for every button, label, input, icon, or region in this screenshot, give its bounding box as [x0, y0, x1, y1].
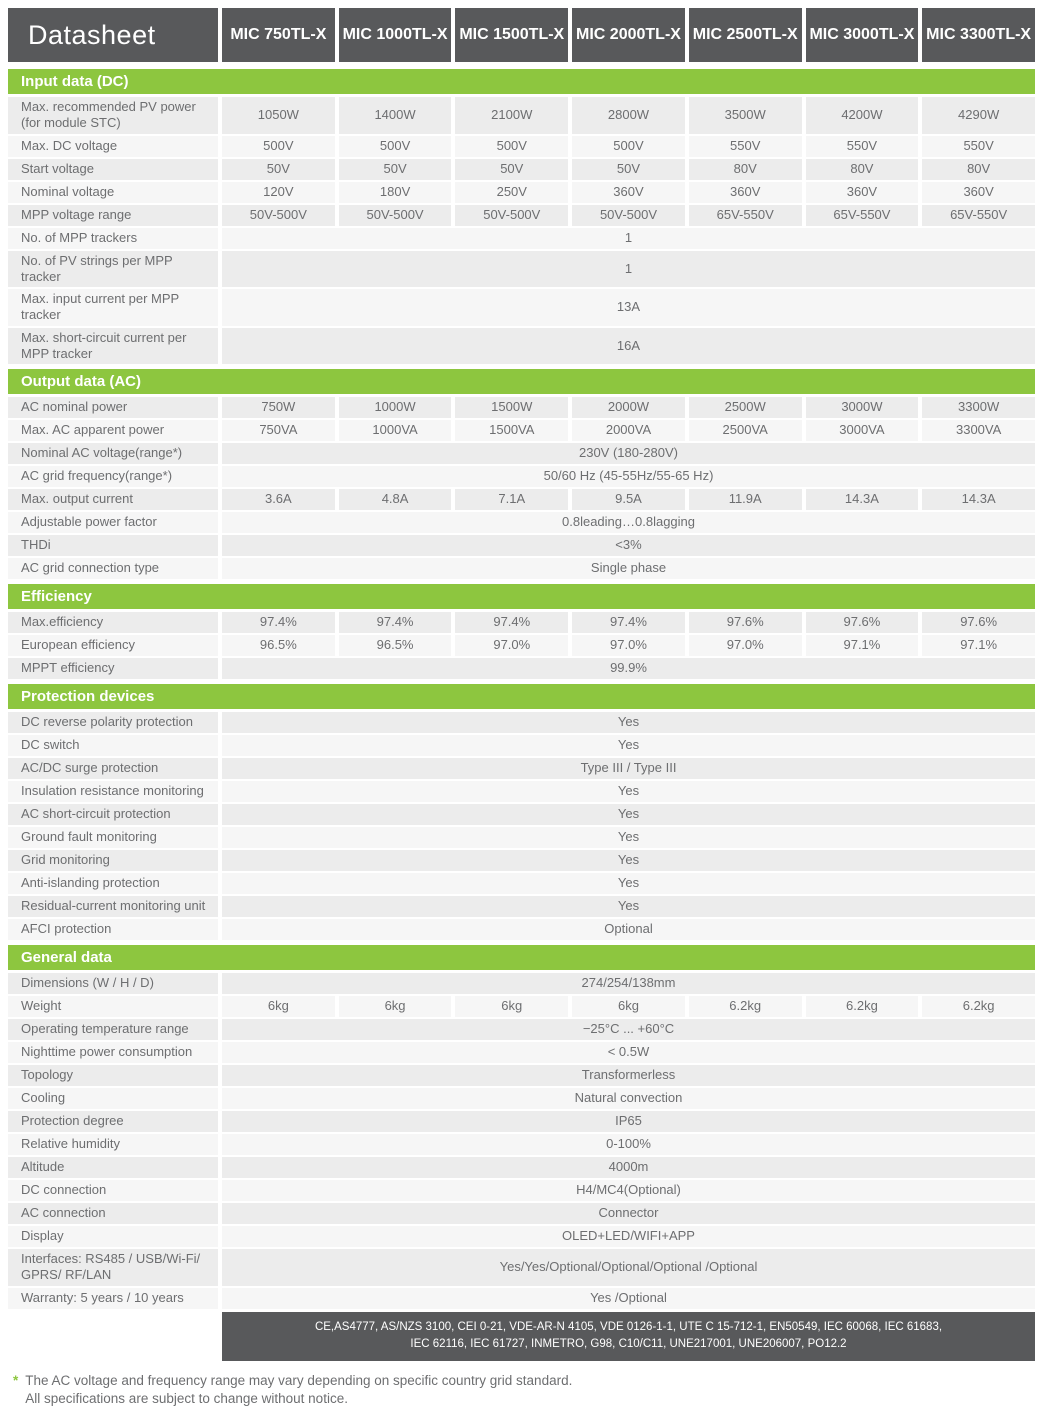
spec-value-merged: Yes — [222, 712, 1035, 733]
row-label: Adjustable power factor — [8, 512, 218, 533]
table-row — [8, 850, 1035, 871]
row-label: Topology — [8, 1065, 218, 1086]
spec-value-merged: < 0.5W — [222, 1042, 1035, 1063]
row-label: Warranty: 5 years / 10 years — [8, 1288, 218, 1309]
row-label: Display — [8, 1226, 218, 1247]
table-row — [8, 1019, 1035, 1040]
section-header: Efficiency — [8, 584, 1035, 609]
table-row — [8, 1203, 1035, 1224]
table-row — [8, 758, 1035, 779]
spec-value: 2000W — [572, 397, 685, 418]
spec-value: 11.9A — [689, 489, 802, 510]
spec-value: 6.2kg — [806, 996, 919, 1017]
spec-value: 6kg — [222, 996, 335, 1017]
spec-value: 50V-500V — [572, 205, 685, 226]
spec-value-merged: Yes /Optional — [222, 1288, 1035, 1309]
table-row — [8, 1157, 1035, 1178]
spec-value: 80V — [689, 159, 802, 180]
row-label: Interfaces: RS485 / USB/Wi-Fi/ GPRS/ RF/LAN — [8, 1249, 218, 1286]
row-label: Start voltage — [8, 159, 218, 180]
spec-value: 2800W — [572, 97, 685, 134]
row-label: Max. input current per MPP tracker — [8, 289, 218, 326]
spec-value: 2100W — [455, 97, 568, 134]
spec-value: 97.4% — [222, 612, 335, 633]
table-row — [8, 919, 1035, 940]
spec-value: 97.0% — [689, 635, 802, 656]
spec-value: 2500W — [689, 397, 802, 418]
table-row — [8, 973, 1035, 994]
certifications-spacer — [8, 1312, 218, 1362]
spec-value: 50V-500V — [222, 205, 335, 226]
footnote-line-1: The AC voltage and frequency range may vary depending on specific country grid standard. — [25, 1373, 573, 1389]
spec-value-merged: 1 — [222, 251, 1035, 288]
spec-value: 360V — [572, 182, 685, 203]
spec-value: 96.5% — [222, 635, 335, 656]
spec-value: 65V-550V — [806, 205, 919, 226]
row-label: Max. output current — [8, 489, 218, 510]
spec-value: 50V — [455, 159, 568, 180]
spec-value: 3000VA — [806, 420, 919, 441]
spec-value: 250V — [455, 182, 568, 203]
spec-value: 97.4% — [339, 612, 452, 633]
table-row — [8, 1042, 1035, 1063]
spec-value: 65V-550V — [689, 205, 802, 226]
table-row — [8, 397, 1035, 418]
row-label: Nominal voltage — [8, 182, 218, 203]
model-column-header-7: MIC 3300TL-X — [922, 8, 1035, 62]
section-header: Protection devices — [8, 684, 1035, 709]
model-column-header-3: MIC 1500TL-X — [455, 8, 568, 62]
spec-value: 7.1A — [455, 489, 568, 510]
table-row — [8, 1288, 1035, 1309]
table-row — [8, 251, 1035, 288]
table-row — [8, 873, 1035, 894]
row-label: No. of PV strings per MPP tracker — [8, 251, 218, 288]
table-row — [8, 1180, 1035, 1201]
footnote-line-2: All specifications are subject to change without notice. — [25, 1391, 348, 1407]
spec-value: 500V — [222, 136, 335, 157]
spec-value-merged: Yes — [222, 804, 1035, 825]
row-label: DC connection — [8, 1180, 218, 1201]
spec-value: 9.5A — [572, 489, 685, 510]
certifications-bar — [222, 1312, 1035, 1362]
table-row — [8, 228, 1035, 249]
spec-value: 50V — [339, 159, 452, 180]
section-header: Output data (AC) — [8, 369, 1035, 394]
spec-value: 50V-500V — [455, 205, 568, 226]
row-label: MPP voltage range — [8, 205, 218, 226]
certifications-line-2: IEC 62116, IEC 61727, INMETRO, G98, C10/C11, UNE217001, UNE206007, PO12.2 — [410, 1338, 847, 1351]
table-row — [8, 1065, 1035, 1086]
spec-value: 550V — [922, 136, 1035, 157]
row-label: Ground fault monitoring — [8, 827, 218, 848]
model-column-header-5: MIC 2500TL-X — [689, 8, 802, 62]
spec-table — [8, 69, 1035, 1309]
spec-value: 360V — [922, 182, 1035, 203]
spec-value: 2000VA — [572, 420, 685, 441]
spec-value-merged: 13A — [222, 289, 1035, 326]
table-row — [8, 289, 1035, 326]
table-row — [8, 97, 1035, 134]
row-label: AC/DC surge protection — [8, 758, 218, 779]
spec-value: 1000W — [339, 397, 452, 418]
spec-value: 6kg — [339, 996, 452, 1017]
spec-value-merged: Yes — [222, 735, 1035, 756]
spec-value-merged: <3% — [222, 535, 1035, 556]
spec-value: 50V — [222, 159, 335, 180]
spec-value-merged: IP65 — [222, 1111, 1035, 1132]
spec-value: 750W — [222, 397, 335, 418]
table-row — [8, 512, 1035, 533]
spec-value: 2500VA — [689, 420, 802, 441]
spec-value: 3300W — [922, 397, 1035, 418]
table-row — [8, 1249, 1035, 1286]
spec-value: 3.6A — [222, 489, 335, 510]
table-row — [8, 712, 1035, 733]
spec-value: 4.8A — [339, 489, 452, 510]
spec-value: 80V — [806, 159, 919, 180]
spec-value: 97.0% — [455, 635, 568, 656]
spec-value-merged: Natural convection — [222, 1088, 1035, 1109]
spec-value-merged: Type III / Type III — [222, 758, 1035, 779]
table-row — [8, 205, 1035, 226]
spec-value: 360V — [689, 182, 802, 203]
row-label: Dimensions (W / H / D) — [8, 973, 218, 994]
row-label: AC grid frequency(range*) — [8, 466, 218, 487]
spec-value-merged: Yes — [222, 781, 1035, 802]
row-label: Grid monitoring — [8, 850, 218, 871]
table-row — [8, 558, 1035, 579]
row-label: AC nominal power — [8, 397, 218, 418]
spec-value-merged: 16A — [222, 328, 1035, 365]
spec-value: 1500VA — [455, 420, 568, 441]
spec-value: 120V — [222, 182, 335, 203]
table-row — [8, 489, 1035, 510]
table-row — [8, 328, 1035, 365]
model-column-header-6: MIC 3000TL-X — [806, 8, 919, 62]
spec-value-merged: 99.9% — [222, 658, 1035, 679]
row-label: DC switch — [8, 735, 218, 756]
row-label: AC grid connection type — [8, 558, 218, 579]
spec-value: 96.5% — [339, 635, 452, 656]
table-row — [8, 635, 1035, 656]
spec-value: 6kg — [455, 996, 568, 1017]
spec-value-merged: 0.8leading…0.8lagging — [222, 512, 1035, 533]
table-row — [8, 612, 1035, 633]
spec-value-merged: Yes/Yes/Optional/Optional/Optional /Optional — [222, 1249, 1035, 1286]
spec-value-merged: 0-100% — [222, 1134, 1035, 1155]
row-label: Insulation resistance monitoring — [8, 781, 218, 802]
datasheet-title-box — [8, 8, 218, 62]
spec-value: 97.1% — [922, 635, 1035, 656]
table-row — [8, 466, 1035, 487]
spec-value: 180V — [339, 182, 452, 203]
certifications-row — [8, 1312, 1035, 1362]
spec-value: 500V — [455, 136, 568, 157]
row-label: AFCI protection — [8, 919, 218, 940]
spec-value: 550V — [689, 136, 802, 157]
section-header: Input data (DC) — [8, 69, 1035, 94]
table-row — [8, 420, 1035, 441]
spec-value: 3500W — [689, 97, 802, 134]
row-label: Protection degree — [8, 1111, 218, 1132]
model-column-header-1: MIC 750TL-X — [222, 8, 335, 62]
row-label: Nominal AC voltage(range*) — [8, 443, 218, 464]
table-row — [8, 136, 1035, 157]
table-row — [8, 1111, 1035, 1132]
table-row — [8, 1088, 1035, 1109]
spec-value-merged: 1 — [222, 228, 1035, 249]
spec-value: 97.6% — [689, 612, 802, 633]
row-label: THDi — [8, 535, 218, 556]
spec-value: 1500W — [455, 397, 568, 418]
spec-value: 14.3A — [922, 489, 1035, 510]
spec-value: 14.3A — [806, 489, 919, 510]
table-row — [8, 535, 1035, 556]
spec-value: 550V — [806, 136, 919, 157]
certifications-line-1: CE,AS4777, AS/NZS 3100, CEI 0-21, VDE-AR-N 4105, VDE 0126-1-1, UTE C 15-712-1, EN50549, IEC 60068, IEC 61683, — [314, 1320, 943, 1333]
row-label: Relative humidity — [8, 1134, 218, 1155]
spec-value: 360V — [806, 182, 919, 203]
spec-value-merged: Optional — [222, 919, 1035, 940]
spec-value: 97.0% — [572, 635, 685, 656]
spec-value-merged: Transformerless — [222, 1065, 1035, 1086]
spec-value-merged: 4000m — [222, 1157, 1035, 1178]
spec-value-merged: OLED+LED/WIFI+APP — [222, 1226, 1035, 1247]
spec-value: 1050W — [222, 97, 335, 134]
row-label: Max. AC apparent power — [8, 420, 218, 441]
row-label: Max. DC voltage — [8, 136, 218, 157]
table-row — [8, 182, 1035, 203]
spec-value: 97.6% — [806, 612, 919, 633]
page-title: Datasheet — [28, 19, 156, 50]
table-row — [8, 781, 1035, 802]
spec-value: 3300VA — [922, 420, 1035, 441]
row-label: European efficiency — [8, 635, 218, 656]
table-row — [8, 159, 1035, 180]
spec-value: 97.4% — [572, 612, 685, 633]
row-label: Nighttime power consumption — [8, 1042, 218, 1063]
footnote-text — [25, 1372, 572, 1408]
spec-value-merged: Yes — [222, 827, 1035, 848]
row-label: Max.efficiency — [8, 612, 218, 633]
spec-value: 6kg — [572, 996, 685, 1017]
table-row — [8, 996, 1035, 1017]
row-label: AC connection — [8, 1203, 218, 1224]
spec-value: 6.2kg — [689, 996, 802, 1017]
spec-value: 65V-550V — [922, 205, 1035, 226]
table-header — [8, 8, 1035, 62]
spec-value: 50V-500V — [339, 205, 452, 226]
spec-value: 750VA — [222, 420, 335, 441]
row-label: Weight — [8, 996, 218, 1017]
row-label: No. of MPP trackers — [8, 228, 218, 249]
spec-value: 500V — [339, 136, 452, 157]
row-label: DC reverse polarity protection — [8, 712, 218, 733]
row-label: Max. short-circuit current per MPP tracker — [8, 328, 218, 365]
row-label: Altitude — [8, 1157, 218, 1178]
spec-value: 500V — [572, 136, 685, 157]
spec-value: 1400W — [339, 97, 452, 134]
spec-value-merged: Yes — [222, 896, 1035, 917]
model-column-header-4: MIC 2000TL-X — [572, 8, 685, 62]
section-header: General data — [8, 945, 1035, 970]
row-label: AC short-circuit protection — [8, 804, 218, 825]
row-label: MPPT efficiency — [8, 658, 218, 679]
spec-value-merged: Single phase — [222, 558, 1035, 579]
row-label: Anti-islanding protection — [8, 873, 218, 894]
spec-value: 1000VA — [339, 420, 452, 441]
spec-value: 4200W — [806, 97, 919, 134]
spec-value: 6.2kg — [922, 996, 1035, 1017]
footnote-asterisk: * — [13, 1373, 19, 1389]
model-column-header-2: MIC 1000TL-X — [339, 8, 452, 62]
footnote — [8, 1372, 1035, 1408]
spec-value-merged: 274/254/138mm — [222, 973, 1035, 994]
table-row — [8, 443, 1035, 464]
spec-value: 50V — [572, 159, 685, 180]
spec-value-merged: 230V (180-280V) — [222, 443, 1035, 464]
table-row — [8, 1134, 1035, 1155]
spec-value: 4290W — [922, 97, 1035, 134]
spec-value: 97.4% — [455, 612, 568, 633]
spec-value: 97.1% — [806, 635, 919, 656]
table-row — [8, 827, 1035, 848]
table-row — [8, 896, 1035, 917]
spec-value-merged: 50/60 Hz (45-55Hz/55-65 Hz) — [222, 466, 1035, 487]
row-label: Max. recommended PV power (for module STC) — [8, 97, 218, 134]
spec-value-merged: Yes — [222, 850, 1035, 871]
table-row — [8, 735, 1035, 756]
table-row — [8, 804, 1035, 825]
spec-value: 97.6% — [922, 612, 1035, 633]
spec-value-merged: −25°C ... +60°C — [222, 1019, 1035, 1040]
table-row — [8, 658, 1035, 679]
spec-value-merged: Yes — [222, 873, 1035, 894]
row-label: Cooling — [8, 1088, 218, 1109]
row-label: Operating temperature range — [8, 1019, 218, 1040]
spec-value-merged: H4/MC4(Optional) — [222, 1180, 1035, 1201]
spec-value: 3000W — [806, 397, 919, 418]
spec-value-merged: Connector — [222, 1203, 1035, 1224]
table-row — [8, 1226, 1035, 1247]
row-label: Residual-current monitoring unit — [8, 896, 218, 917]
spec-value: 80V — [922, 159, 1035, 180]
